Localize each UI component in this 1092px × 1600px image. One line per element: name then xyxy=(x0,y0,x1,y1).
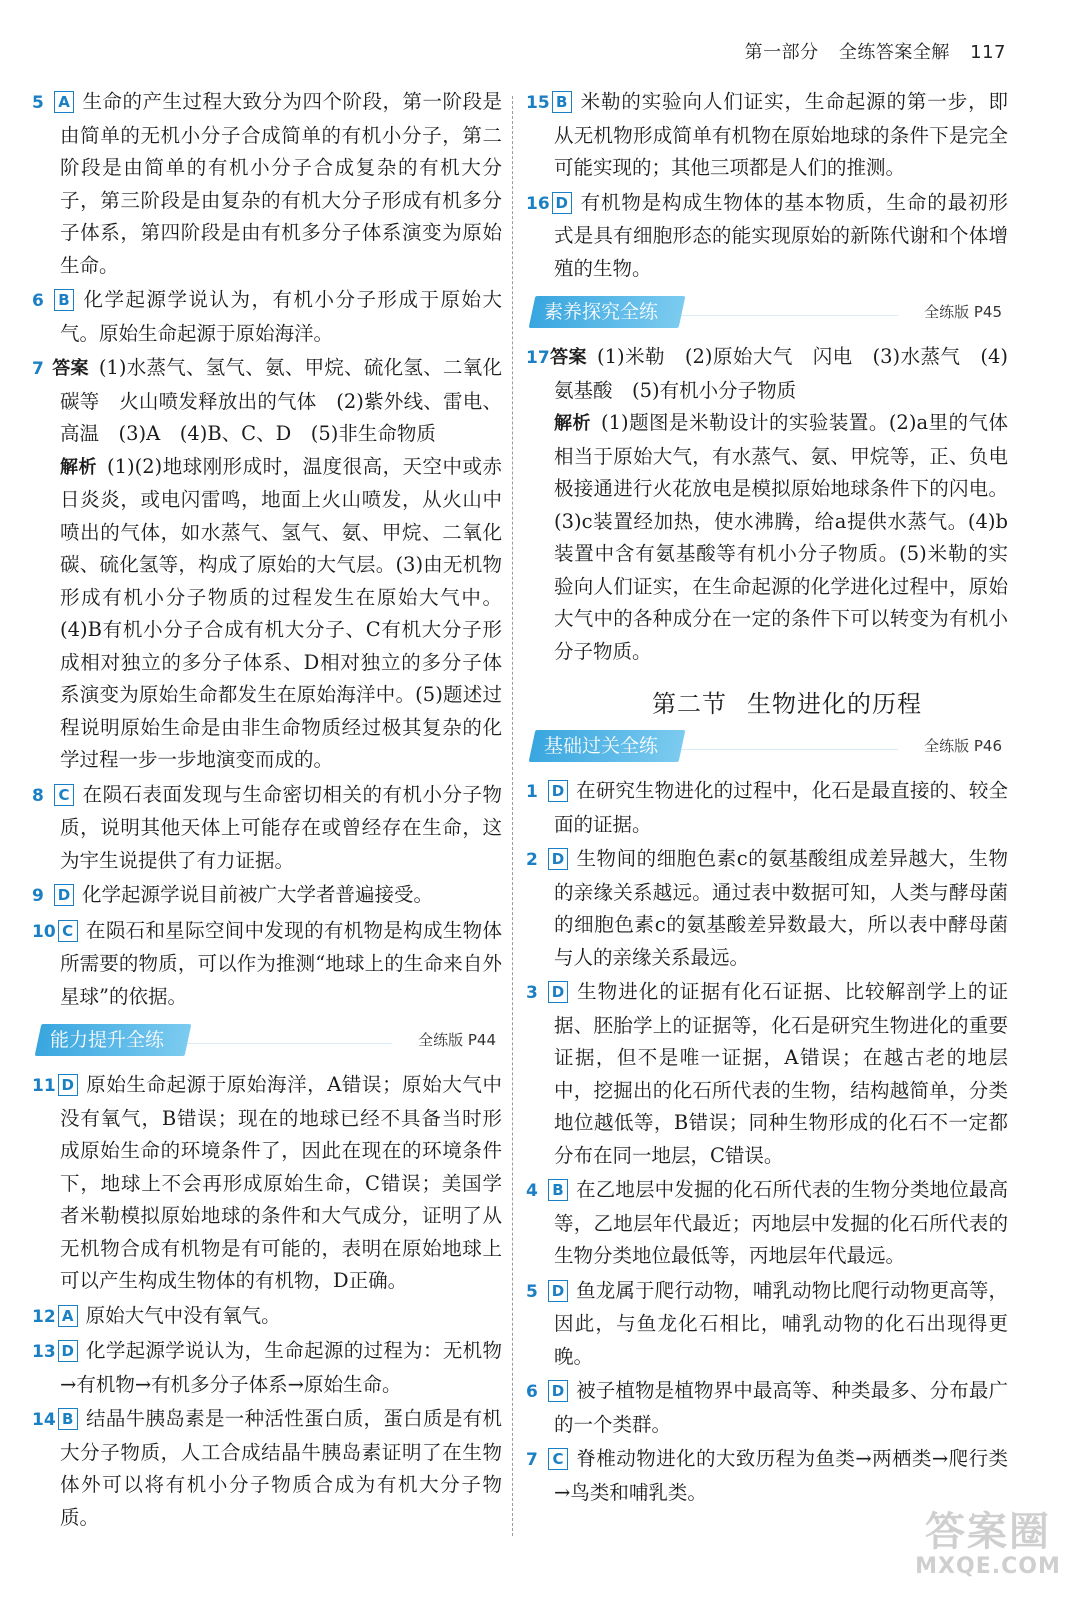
answer-item: 3 D 生物进化的证据有化石证据、比较解剖学上的证据、胚胎学上的证据等，化石是研究生物进化的重要证据，但不是唯一证据，A错误；在越古老的地层中，挖掘出的化石所代表的生物，结构越简单，分类地位越低等，B错误；同种生物形成的化石不一定都分布在同一地层，C错误。 xyxy=(526,980,1008,1167)
answer-box: D xyxy=(548,981,568,1003)
answer-box: B xyxy=(548,1179,568,1201)
section-ref: 全练版 P46 xyxy=(924,737,1002,755)
answer-item: 4 B 在乙地层中发掘的化石所代表的生物分类地位最高等，乙地层年代最近；丙地层中发掘的化石所代表的生物分类地位最低等，丙地层年代最远。 xyxy=(526,1178,1008,1267)
chapter-heading xyxy=(566,684,1008,719)
answer-item: 14 B 结晶牛胰岛素是一种活性蛋白质，蛋白质是有机大分子物质，人工合成结晶牛胰岛素证明了在生物体外可以将有机小分子物质合成为有机大分子物质。 xyxy=(32,1407,502,1529)
answer-item: 13 D 化学起源学说认为，生命起源的过程为：无机物→有机物→有机多分子体系→原始生命。 xyxy=(32,1339,502,1396)
answer-box: D xyxy=(548,1280,568,1302)
answer-item: 1 D 在研究生物进化的过程中，化石是最直接的、较全面的证据。 xyxy=(526,779,1008,836)
analysis-tag: 解析 xyxy=(60,456,97,478)
chapter-section: 第二节 xyxy=(652,690,727,718)
answer-item: 16 D 有机物是构成生物体的基本物质，生命的最初形式是具有细胞形态的能实现原始的新陈代谢和个体增殖的生物。 xyxy=(526,190,1008,280)
section-banner-ability xyxy=(32,1023,502,1057)
answer-item: 5 A 生命的产生过程大致分为四个阶段，第一阶段是由简单的无机小分子合成简单的有机小分子，第二阶段是由简单的有机小分子合成复杂的有机大分子，第三阶段是由复杂的有机大分子形成有机多分子体系，第四阶段是由有机多分子体系演变为原始生命。 xyxy=(32,90,502,277)
left-column xyxy=(32,86,502,1536)
answer-box: D xyxy=(548,848,568,870)
answer-item: 6 D 被子植物是植物界中最高等、种类最多、分布最广的一个类群。 xyxy=(526,1379,1008,1436)
banner-rule xyxy=(182,1043,392,1044)
answer-item: 6 B 化学起源学说认为，有机小分子形成于原始大气。原始生命起源于原始海洋。 xyxy=(32,288,502,345)
answer-box: A xyxy=(58,1305,78,1327)
answer-item: 7 C 脊椎动物进化的大致历程为鱼类→两栖类→爬行类→鸟类和哺乳类。 xyxy=(526,1447,1008,1504)
answer-item: 8 C 在陨石表面发现与生命密切相关的有机小分子物质，说明其他天体上可能存在或曾经存在生命，这为宇生说提供了有力证据。 xyxy=(32,782,502,872)
answer-box: C xyxy=(548,1448,568,1470)
answer-box: D xyxy=(58,1340,78,1362)
answer-item: 5 D 鱼龙属于爬行动物，哺乳动物比爬行动物更高等，因此，与鱼龙化石相比，哺乳动物的化石出现得更晚。 xyxy=(526,1278,1008,1368)
answer-item-q17: 17答案 (1)米勒 (2)原始大气 闪电 (3)水蒸气 (4)氨基酸 (5)有机小分子物质 解析 (1)题图是米勒设计的实验装置。(2)a里的气体相当于原始大气，有水蒸气、氨、甲烷等，正、负电极接通进行火花放电是模拟原始地球条件下的闪电。(3)c装置经加热，使水沸腾，给a提供水蒸气。(4)b装置中含有氨基酸等有机小分子物质。(5)米勒的实验向人们证实，在生命起源的化学进化过程中，原始大气中的各种成分在一定的条件下可以转变为有机小分子物质。 xyxy=(526,345,1009,663)
section-label: 能力提升全练 xyxy=(50,1029,165,1051)
answer-item-q7: 7 答案 (1)水蒸气、氢气、氨、甲烷、硫化氢、二氧化碳等 火山喷发释放出的气体 (2)紫外线、雷电、高温 (3)A (4)B、C、D (5)非生命物质 解析 (1)(2)地球刚形成时，温度很高，天空中或赤日炎炎，或电闪雷鸣，地面上火山喷发，从火山中喷出的气体，如水蒸气、氢气、氨、甲烷、二氧化碳、硫化氢等，构成了原始的大气层。(3)由无机物形成有机小分子物质的过程发生在原始大气中。(4)B有机小分子合成有机大分子、C有机大分子形成相对独立的多分子体系、D相对独立的多分子体系演变为原始生命都发生在原始海洋中。(5)题述过程说明原始生命是由非生命物质经过极其复杂的化学过程一步一步地演变而成的。 xyxy=(32,356,503,771)
answer-box: C xyxy=(58,920,78,942)
answer-box: C xyxy=(54,784,74,806)
column-divider xyxy=(512,96,513,1536)
answer-box: D xyxy=(548,780,568,802)
answer-box: D xyxy=(552,192,572,214)
answer-tag: 答案 xyxy=(52,358,89,379)
answer-box: D xyxy=(58,1074,78,1096)
chapter-title: 生物进化的历程 xyxy=(747,690,922,718)
page-number: 117 xyxy=(970,42,1006,63)
section-ref: 全练版 P45 xyxy=(924,303,1002,321)
section-label: 素养探究全练 xyxy=(544,301,659,323)
answer-item: 2 D 生物间的细胞色素c的氨基酸组成差异越大，生物的亲缘关系越远。通过表中数据可知，人类与酵母菌的细胞色素c的氨基酸差异数最大，所以表中酵母菌与人的亲缘关系最远。 xyxy=(526,847,1008,969)
answer-tag: 答案 xyxy=(549,347,588,368)
answer-item: 10 C 在陨石和星际空间中发现的有机物是构成生物体所需要的物质，可以作为推测“地球上的生命来自外星球”的依据。 xyxy=(32,918,502,1008)
answer-box: B xyxy=(54,289,74,311)
watermark-logo: 答案圈 MXQE.COM xyxy=(915,1509,1061,1579)
answer-item: 9 D 化学起源学说目前被广大学者普遍接受。 xyxy=(32,883,434,906)
answer-item: 12 A 原始大气中没有氧气。 xyxy=(32,1303,281,1327)
section-banner-inquiry xyxy=(526,295,1008,329)
header-title: 全练答案全解 xyxy=(838,42,950,63)
header-part: 第一部分 xyxy=(744,42,819,63)
answer-box: B xyxy=(58,1408,78,1430)
section-label: 基础过关全练 xyxy=(544,735,659,757)
section-ref: 全练版 P44 xyxy=(418,1031,496,1049)
section-banner-basic xyxy=(526,729,1008,763)
banner-rule xyxy=(676,315,898,316)
answer-box: D xyxy=(54,884,74,906)
answer-box: A xyxy=(54,91,74,113)
right-column xyxy=(526,86,1008,1511)
answer-item: 11 D 原始生命起源于原始海洋，A错误；原始大气中没有氧气，B错误；现在的地球已经不具备当时形成原始生命的环境条件了，因此在现在的环境条件下，地球上不会再形成原始生命，C错误；美国学者米勒模拟原始地球的条件和大气成分，证明了从无机物合成有机物是有可能的，表明在原始地球上可以产生构成生物体的有机物，D正确。 xyxy=(32,1073,502,1292)
banner-rule xyxy=(676,749,898,750)
answer-item: 15 B 米勒的实验向人们证实，生命起源的第一步，即从无机物形成简单有机物在原始地球的条件下是完全可能实现的；其他三项都是人们的推测。 xyxy=(526,90,1008,179)
page-header xyxy=(731,38,1006,64)
analysis-tag: 解析 xyxy=(554,413,591,434)
answer-box: D xyxy=(548,1380,568,1402)
answer-box: B xyxy=(552,91,572,113)
